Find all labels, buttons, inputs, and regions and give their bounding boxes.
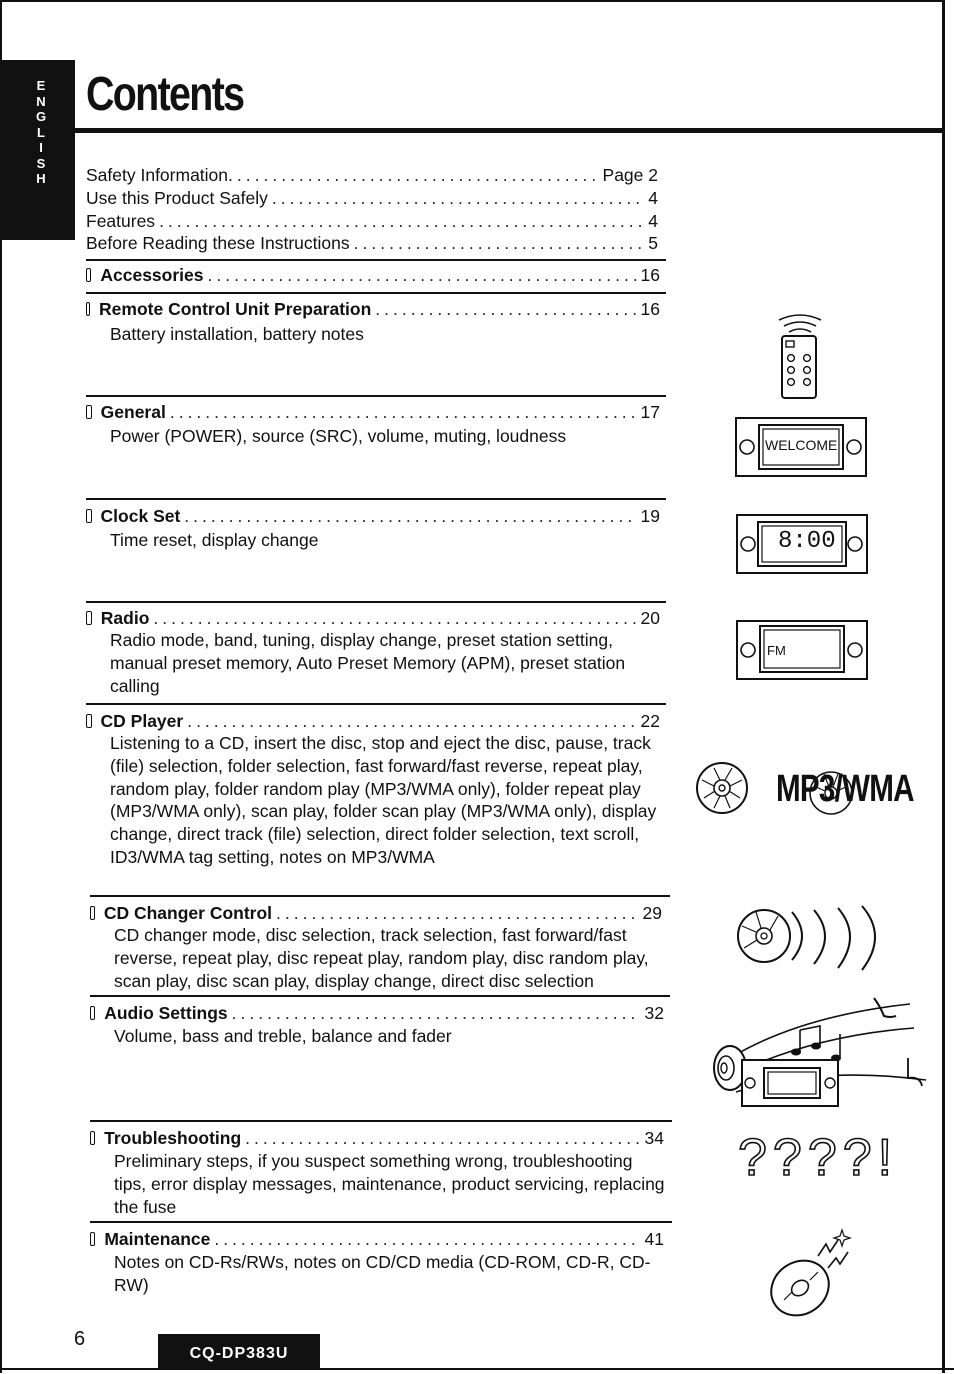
section-divider — [86, 601, 666, 603]
section-description: Volume, bass and treble, balance and fader — [114, 1026, 452, 1046]
section-divider — [90, 895, 670, 897]
section-description: Preliminary steps, if you suspect something wrong, troubleshooting tips, error display messages, maintenance, product servicing, replacing the fuse — [114, 1151, 665, 1217]
toc-section-general[interactable]: General ..... 17 — [86, 401, 660, 423]
cd-changer-icon — [728, 898, 892, 974]
toc-row-use-safely[interactable]: Use this Product Safely ..... 4 — [86, 187, 658, 209]
toc-section-clock-set[interactable]: Clock Set ..... 19 — [86, 505, 660, 527]
language-tab-label: E N G L I S H — [35, 78, 47, 186]
toc-row-features[interactable]: Features ..... 4 — [86, 210, 658, 232]
section-divider — [90, 1221, 672, 1223]
page-number: 6 — [74, 1328, 86, 1350]
title-rule — [74, 128, 942, 133]
trouble-question-marks: ????! — [738, 1129, 899, 1187]
audio-speaker-music-icon — [700, 996, 930, 1112]
bullet-box — [90, 906, 95, 920]
clock-display-illustration — [736, 514, 868, 574]
section-description: Time reset, display change — [110, 530, 319, 550]
cd-disc-icon — [694, 760, 750, 816]
toc-section-cd-changer[interactable]: CD Changer Control ..... 29 — [90, 902, 662, 924]
toc-section-audio-settings[interactable]: Audio Settings ..... 32 — [90, 1002, 664, 1024]
section-divider — [86, 259, 666, 261]
section-description: Notes on CD-Rs/RWs, notes on CD/CD media (CD-ROM, CD-R, CD-RW) — [114, 1252, 651, 1295]
bullet-box — [86, 302, 90, 316]
toc-section-accessories[interactable]: Accessories ..... 16 — [86, 264, 660, 286]
bullet-box — [86, 509, 92, 523]
model-label: CQ-DP383U — [158, 1334, 320, 1370]
section-divider — [86, 395, 666, 397]
remote-control-icon — [770, 310, 830, 402]
display-text-welcome: WELCOME — [765, 437, 838, 453]
toc-section-radio[interactable]: Radio ..... 20 — [86, 607, 660, 629]
section-description: CD changer mode, disc selection, track selection, fast forward/fast reverse, repeat play, disc repeat play, random play, disc random play, scan play, disc scan play, display change, direct disc selection — [114, 925, 649, 991]
mp3-wma-logo: MP3/WMA — [776, 768, 914, 810]
bullet-box — [90, 1232, 95, 1246]
bullet-box — [90, 1006, 95, 1020]
toc-section-troubleshooting[interactable]: Troubleshooting ..... 34 — [90, 1127, 664, 1149]
head-unit-panel-icon — [736, 620, 868, 680]
section-divider — [86, 292, 666, 294]
page-title: Contents — [86, 68, 244, 121]
section-divider — [90, 1120, 672, 1122]
bullet-box — [90, 1131, 95, 1145]
page-border-top — [0, 0, 942, 2]
page-border-right — [942, 0, 945, 1373]
toc-row-before-reading[interactable]: Before Reading these Instructions ..... 5 — [86, 232, 658, 254]
welcome-display-illustration — [735, 417, 867, 477]
section-divider — [90, 995, 670, 997]
display-text-fm: FM — [767, 643, 786, 658]
bullet-box — [86, 714, 92, 728]
radio-display-illustration — [736, 620, 868, 680]
toc-section-maintenance[interactable]: Maintenance ..... 41 — [90, 1228, 664, 1250]
section-divider — [86, 498, 666, 500]
page-border-bottom — [0, 1368, 954, 1370]
section-description: Power (POWER), source (SRC), volume, muting, loudness — [110, 426, 567, 446]
cd-maintenance-icon — [762, 1222, 862, 1322]
section-description: Radio mode, band, tuning, display change, preset station setting, manual preset memory, Auto Preset Memory (APM), preset station calling — [110, 630, 626, 696]
toc-section-cd-player[interactable]: CD Player ..... 22 — [86, 710, 660, 732]
display-text-clock: 8:00 — [778, 528, 836, 555]
bullet-box — [86, 611, 92, 625]
section-divider — [86, 703, 666, 705]
bullet-box — [86, 405, 92, 419]
toc-section-remote-control[interactable]: Remote Control Unit Preparation ..... 16 — [86, 298, 660, 320]
bullet-box — [86, 268, 91, 282]
section-description: Listening to a CD, insert the disc, stop and eject the disc, pause, track (file) selection, folder selection, fast forward/fast reverse, repeat play, random play, folder random play (MP3/WMA only), folder repeat play (MP3/WMA only), scan play, folder scan play (MP3/WMA only), display change, direct track (file) selection, direct folder selection, text scroll, ID3/WMA tag setting, notes on MP3/WMA — [110, 733, 657, 867]
toc-row-safety[interactable]: Safety Information. ..... Page 2 — [86, 164, 658, 186]
section-description: Battery installation, battery notes — [110, 324, 364, 344]
